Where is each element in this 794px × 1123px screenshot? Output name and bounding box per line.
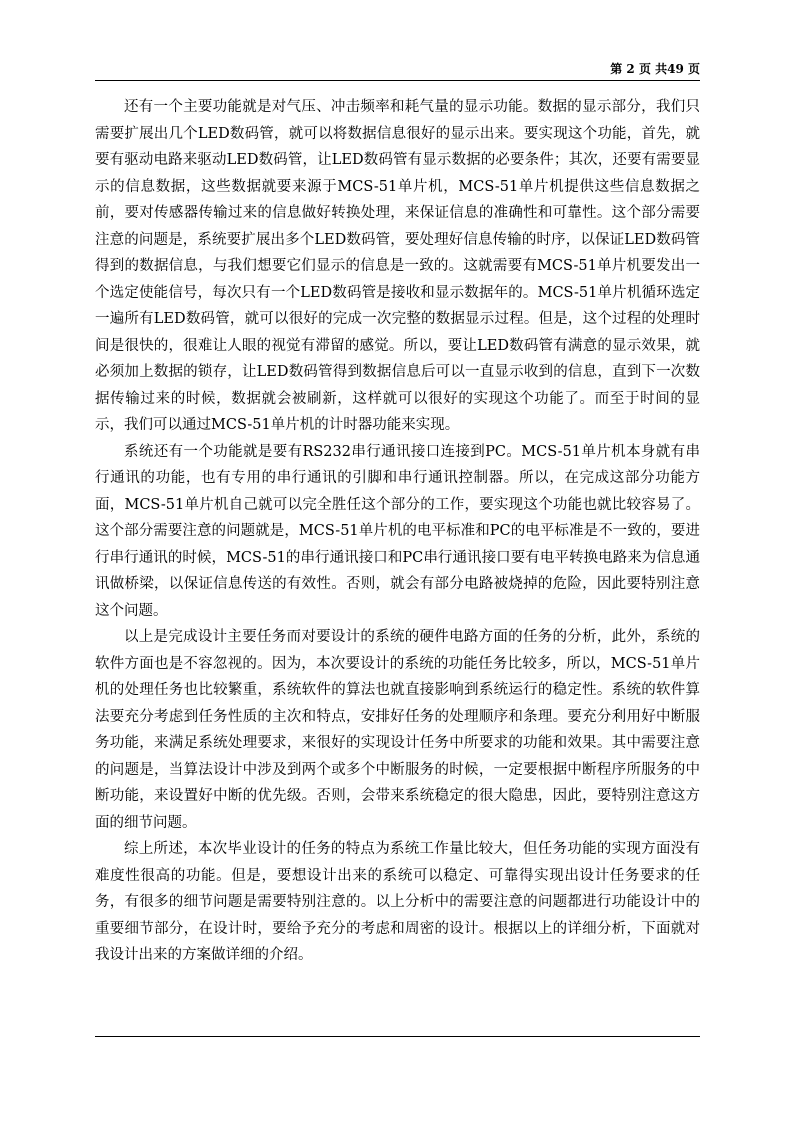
footer-divider	[95, 1036, 700, 1037]
paragraph-serial-communication: 系统还有一个功能就是要有RS232串行通讯接口连接到PC。MCS-51单片机本身就有串行通讯的功能，也有专用的串行通讯的引脚和串行通讯控制器。所以，在完成这部分功能方面，MCS-51单片机自己就可以完全胜任这个部分的工作，要实现这个功能也就比较容易了。这个部分需要注意的问题就是，MCS-51单片机的电平标准和PC的电平标准是不一致的，要进行串行通讯的时候，MCS-51的串行通讯接口和PC串行通讯接口要有电平转换电路来为信息通讯做桥梁，以保证信息传送的有效性。否则，就会有部分电路被烧掉的危险，因此要特别注意这个问题。	[95, 443, 700, 619]
paragraph-software-analysis: 以上是完成设计主要任务而对要设计的系统的硬件电路方面的任务的分析，此外，系统的软件方面也是不容忽视的。因为，本次要设计的系统的功能任务比较多，所以，MCS-51单片机的处理任务也比较繁重，系统软件的算法也就直接影响到系统运行的稳定性。系统的软件算法要充分考虑到任务性质的主次和特点，安排好任务的处理顺序和条理。要充分利用好中断服务功能，来满足系统处理要求，来很好的实现设计任务中所要求的功能和效果。其中需要注意的问题是，当算法设计中涉及到两个或多个中断服务的时候，一定要根据中断程序所服务的中断功能，来设置好中断的优先级。否则，会带来系统稳定的很大隐患，因此，要特别注意这方面的细节问题。	[95, 629, 700, 831]
paragraph-display-function: 还有一个主要功能就是对气压、冲击频率和耗气量的显示功能。数据的显示部分，我们只需要扩展出几个LED数码管，就可以将数据信息很好的显示出来。要实现这个功能，首先，就要有驱动电路来驱动LED数码管，让LED数码管有显示数据的必要条件；其次，还要有需要显示的信息数据，这些数据就要来源于MCS-51单片机，MCS-51单片机提供这些信息数据之前，要对传感器传输过来的信息做好转换处理，来保证信息的准确性和可靠性。这个部分需要注意的问题是，系统要扩展出多个LED数码管，要处理好信息传输的时序，以保证LED数码管得到的数据信息，与我们想要它们显示的信息是一致的。这就需要有MCS-51单片机要发出一个选定使能信号，每次只有一个LED数码管是接收和显示数据年的。MCS-51单片机循环选定一遍所有LED数码管，就可以很好的完成一次完整的数据显示过程。但是，这个过程的处理时间是很快的，很难让人眼的视觉有滞留的感觉。所以，要让LED数码管有满意的显示效果，就必须加上数据的锁存，让LED数码管得到数据信息后可以一直显示收到的信息，直到下一次数据传输过来的时候，数据就会被刷新，这样就可以很好的实现这个功能了。而至于时间的显示，我们可以通过MCS-51单片机的计时器功能来实现。	[95, 99, 700, 433]
header-divider	[95, 80, 700, 81]
paragraph-summary: 综上所述，本次毕业设计的任务的特点为系统工作量比较大，但任务功能的实现方面没有难度性很高的功能。但是，要想设计出来的系统可以稳定、可靠得实现出设计任务要求的任务，有很多的细节问题是需要特别注意的。以上分析中的需要注意的问题都进行功能设计中的重要细节部分，在设计时，要给予充分的考虑和周密的设计。根据以上的详细分析，下面就对我设计出来的方案做详细的介绍。	[95, 841, 700, 963]
page-number-header: 第 2 页 共49 页	[610, 62, 700, 76]
document-body	[95, 94, 700, 969]
